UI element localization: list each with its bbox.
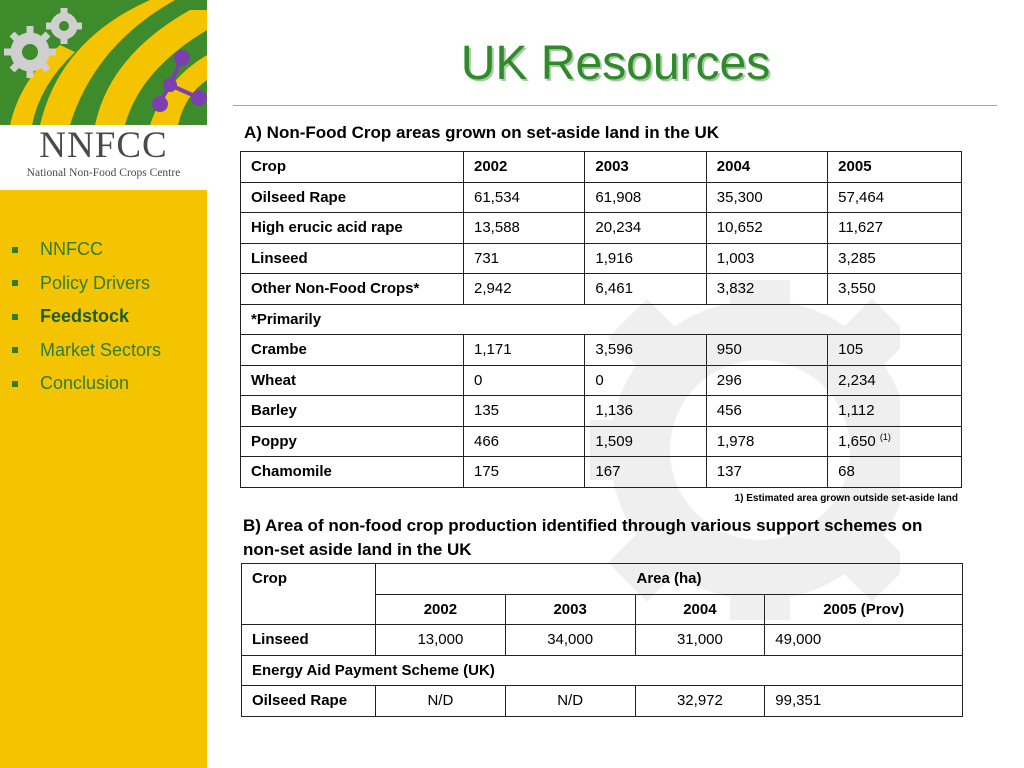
- crop-cell: High erucic acid rape: [241, 213, 464, 244]
- page-title: UK Resources: [460, 37, 771, 90]
- value-cell: 2,234: [828, 365, 962, 396]
- nav-item-feedstock[interactable]: [12, 300, 161, 334]
- year-cell: 2003: [505, 594, 635, 625]
- value-cell: 1,003: [706, 243, 827, 274]
- value-cell: 137: [706, 457, 827, 488]
- table-row: [241, 182, 962, 213]
- table-header-row: [242, 564, 963, 595]
- crop-cell: Linseed: [241, 243, 464, 274]
- logo-name: NNFCC: [39, 125, 168, 166]
- table-row: [242, 686, 963, 717]
- value-cell: 34,000: [505, 625, 635, 656]
- square-bullet-icon: [12, 381, 18, 387]
- value-cell: 135: [464, 396, 585, 427]
- value-cell: 1,171: [464, 335, 585, 366]
- crop-cell: Oilseed Rape: [242, 686, 376, 717]
- value-cell: 731: [464, 243, 585, 274]
- square-bullet-icon: [12, 280, 18, 286]
- header-cell: 2004: [706, 152, 827, 183]
- logo-subtitle: National Non-Food Crops Centre: [26, 167, 181, 179]
- value-cell: 1,509: [585, 426, 706, 457]
- value-cell: 167: [585, 457, 706, 488]
- value-cell: 35,300: [706, 182, 827, 213]
- table-row: [241, 274, 962, 305]
- value-cell: 99,351: [765, 686, 963, 717]
- nav-item-conclusion[interactable]: [12, 367, 161, 401]
- title-divider: [233, 105, 997, 106]
- table-row: [241, 335, 962, 366]
- footnote-marker: (1): [879, 432, 891, 443]
- crop-cell: Crambe: [241, 335, 464, 366]
- value-cell: 456: [706, 396, 827, 427]
- value-cell: 3,596: [585, 335, 706, 366]
- table-row: [241, 213, 962, 244]
- nav-item-label: Market Sectors: [40, 339, 162, 360]
- table-header-row: [241, 152, 962, 183]
- scheme-label: Energy Aid Payment Scheme (UK): [242, 655, 963, 686]
- value-cell: 3,832: [706, 274, 827, 305]
- value-cell: 13,000: [376, 625, 506, 656]
- value-cell: 61,534: [464, 182, 585, 213]
- crop-cell: Barley: [241, 396, 464, 427]
- nav-item-policy-drivers[interactable]: [12, 267, 161, 301]
- primarily-label: *Primarily: [241, 304, 962, 335]
- header-cell: 2003: [585, 152, 706, 183]
- value-cell: 31,000: [635, 625, 765, 656]
- year-cell: 2002: [376, 594, 506, 625]
- value-cell: 1,916: [585, 243, 706, 274]
- square-bullet-icon: [12, 347, 18, 353]
- table-row: [241, 243, 962, 274]
- section-b-heading: B) Area of non-food crop production identified through various support schemes on non-set aside land in the UK: [243, 516, 923, 559]
- value-cell: 68: [828, 457, 962, 488]
- nav-list: [12, 233, 161, 401]
- value-cell: 1,136: [585, 396, 706, 427]
- value-cell: 20,234: [585, 213, 706, 244]
- value-cell: N/D: [505, 686, 635, 717]
- value-cell: 49,000: [765, 625, 963, 656]
- value-cell: 10,652: [706, 213, 827, 244]
- sidebar: [0, 0, 207, 768]
- value-cell: 105: [828, 335, 962, 366]
- nav-item-label: Conclusion: [40, 373, 130, 394]
- nav-item-market-sectors[interactable]: [12, 334, 161, 368]
- table-row: [242, 625, 963, 656]
- value-cell: 3,285: [828, 243, 962, 274]
- crop-cell: Chamomile: [241, 457, 464, 488]
- nav-item-nnfcc[interactable]: [12, 233, 161, 267]
- table-row: [241, 396, 962, 427]
- value-cell: 61,908: [585, 182, 706, 213]
- value-cell: 13,588: [464, 213, 585, 244]
- support-schemes-table: [241, 563, 963, 717]
- value-cell: 175: [464, 457, 585, 488]
- crop-cell: Oilseed Rape: [241, 182, 464, 213]
- value-cell: [828, 426, 962, 457]
- value-cell: 6,461: [585, 274, 706, 305]
- area-header-cell: Area (ha): [376, 564, 963, 595]
- nav-item-label: Policy Drivers: [40, 272, 151, 293]
- table-footnote: 1) Estimated area grown outside set-aside land: [734, 493, 958, 504]
- section-a-heading: A) Non-Food Crop areas grown on set-aside land in the UK: [244, 123, 720, 142]
- nnfcc-logo: [0, 0, 207, 190]
- value-cell: 3,550: [828, 274, 962, 305]
- table-row: [241, 365, 962, 396]
- value-cell: 32,972: [635, 686, 765, 717]
- square-bullet-icon: [12, 247, 18, 253]
- value-cell: 2,942: [464, 274, 585, 305]
- value-cell: 296: [706, 365, 827, 396]
- nav-item-label: Feedstock: [40, 306, 130, 327]
- value-cell: 1,112: [828, 396, 962, 427]
- header-cell: 2005: [828, 152, 962, 183]
- crop-cell: Wheat: [241, 365, 464, 396]
- crop-cell: Other Non-Food Crops*: [241, 274, 464, 305]
- value-cell: 1,978: [706, 426, 827, 457]
- nav-item-label: NNFCC: [40, 239, 103, 260]
- set-aside-table: [240, 151, 962, 488]
- table-row: [241, 457, 962, 488]
- value-cell: N/D: [376, 686, 506, 717]
- value-text: 1,650: [838, 433, 876, 451]
- table-span-row: [241, 304, 962, 335]
- value-cell: 57,464: [828, 182, 962, 213]
- crop-cell: Poppy: [241, 426, 464, 457]
- year-cell: 2005 (Prov): [765, 594, 963, 625]
- value-cell: 950: [706, 335, 827, 366]
- value-cell: 466: [464, 426, 585, 457]
- table-span-row: [242, 655, 963, 686]
- year-cell: 2004: [635, 594, 765, 625]
- value-cell: 0: [464, 365, 585, 396]
- value-cell: 0: [585, 365, 706, 396]
- crop-cell: Linseed: [242, 625, 376, 656]
- header-cell: Crop: [241, 152, 464, 183]
- value-cell: 11,627: [828, 213, 962, 244]
- header-cell: 2002: [464, 152, 585, 183]
- crop-header-cell: Crop: [242, 564, 376, 625]
- table-row: [241, 426, 962, 457]
- square-bullet-icon: [12, 314, 18, 320]
